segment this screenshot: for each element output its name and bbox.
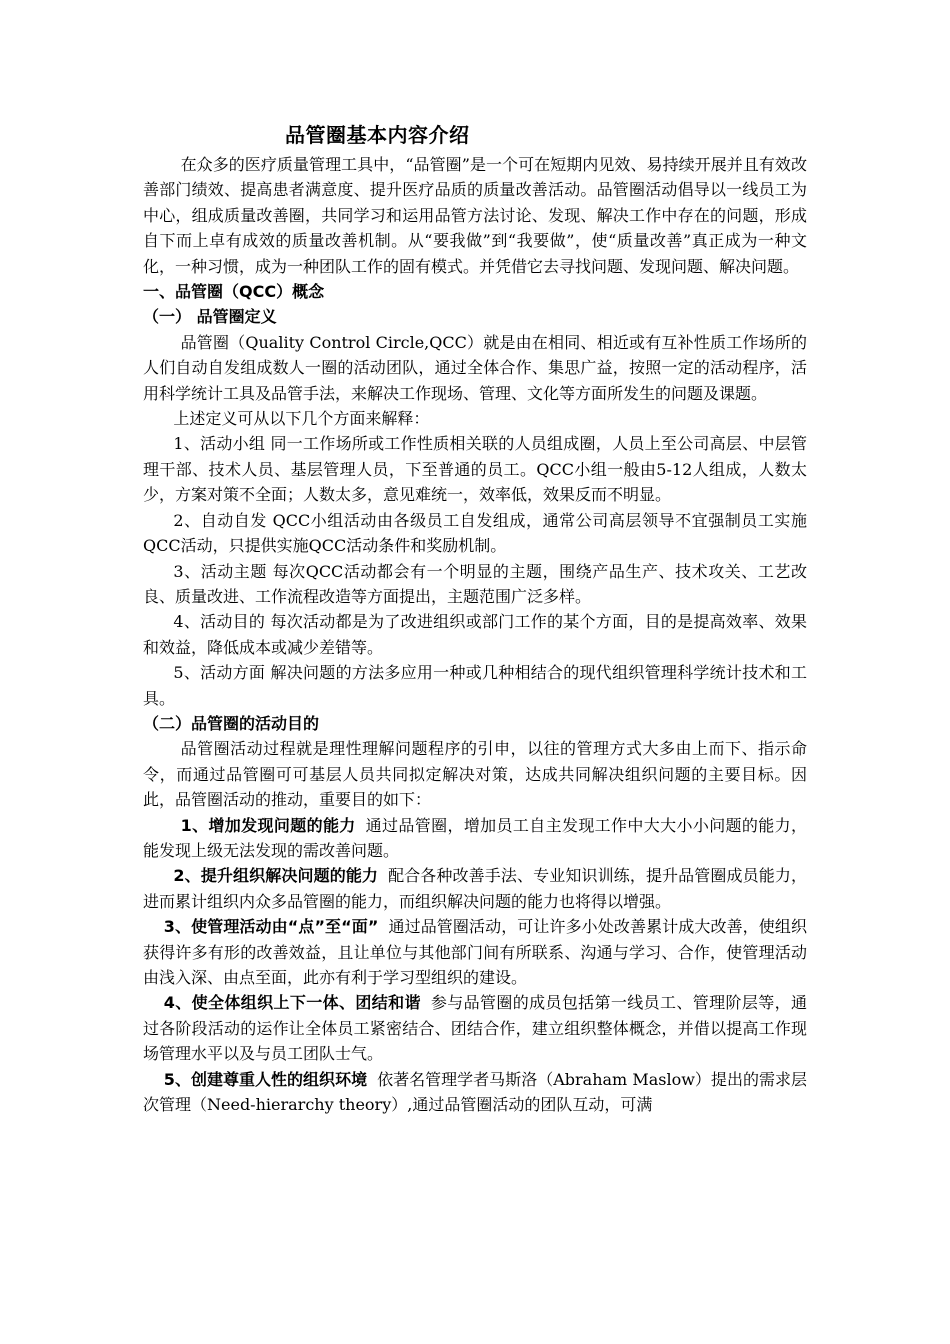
subsection-heading-purpose: （二）品管圈的活动目的 (143, 713, 320, 733)
goal-lead-4: 4、使全体组织上下一体、团结和谐 (163, 993, 421, 1013)
goal-item-1 (143, 813, 807, 864)
document-body (143, 118, 807, 1117)
goal-text-2: 配合各种改善手法、专业知识训练，提升品管圈成员能力，进而累计组织内众多品管圈的能力，而组织解决问题的能力也将得以增强。 (143, 866, 807, 911)
goal-text-5: 依著名管理学者马斯洛（Abraham Maslow）提出的需求层次管理（Need-hierarchy theory）,通过品管圈活动的团队互动，可满 (143, 1069, 807, 1115)
goal-item-3 (143, 914, 807, 990)
goal-text-4: 参与品管圈的成员包括第一线员工、管理阶层等，通过各阶段活动的运作让全体员工紧密结合、团结合作，建立组织整体概念，并借以提高工作现场管理水平以及与员工团队士气。 (143, 993, 807, 1064)
concept-item-3: 3、活动主题 每次QCC活动都会有一个明显的主题，围绕产品生产、技术攻关、工艺改良、质量改进、工作流程改造等方面提出，主题范围广泛多样。 (143, 561, 807, 606)
goal-item-5 (143, 1067, 807, 1118)
goal-lead-1: 1、增加发现问题的能力 (180, 815, 356, 835)
explain-intro-paragraph: 上述定义可从以下几个方面来解释： (173, 409, 430, 429)
intro-paragraph: 在众多的医疗质量管理工具中，“品管圈”是一个可在短期内见效、易持续开展并且有效改善部门绩效、提高患者满意度、提升医疗品质的质量改善活动。品管圈活动倡导以一线员工为中心，组成质量改善圈，共同学习和运用品管方法讨论、发现、解决工作中存在的问题，形成自下而上卓有成效的质量改善机制。从“要我做”到“我要做”，使“质量改善”真正成为一种文化，一种习惯，成为一种团队工作的固有模式。并凭借它去寻找问题、发现问题、解决问题。 (143, 155, 807, 276)
document-title: 品管圈基本内容介绍 (285, 123, 470, 147)
concept-item-1: 1、活动小组 同一工作场所或工作性质相关联的人员组成圈，人员上至公司高层、中层管理干部、技术人员、基层管理人员，下至普通的员工。QCC小组一般由5-12人组成，人数太少，方案对策不全面；人数太多，意见难统一，效率低，效果反而不明显。 (143, 434, 807, 505)
section-heading-concept: 一、品管圈（QCC）概念 (143, 282, 325, 302)
concept-item-4: 4、活动目的 每次活动都是为了改进组织或部门工作的某个方面，目的是提高效率、效果和效益，降低成本或减少差错等。 (143, 612, 807, 657)
concept-item-5: 5、活动方面 解决问题的方法多应用一种或几种相结合的现代组织管理科学统计技术和工具。 (143, 663, 807, 708)
definition-paragraph: 品管圈（Quality Control Circle,QCC）就是由在相同、相近或有互补性质工作场所的人们自动自发组成数人一圈的活动团队，通过全体合作、集思广益，按照一定的活动程序，活用科学统计工具及品管手法，来解决工作现场、管理、文化等方面所发生的问题及课题。 (143, 332, 807, 403)
goal-item-2 (143, 863, 807, 914)
goal-lead-5: 5、创建尊重人性的组织环境 (163, 1069, 368, 1089)
purpose-intro-paragraph: 品管圈活动过程就是理性理解问题程序的引申，以往的管理方式大多由上而下、指示命令，而通过品管圈可可基层人员共同拟定解决对策，达成共同解决组织问题的主要目标。因此，品管圈活动的推动，重要目的如下： (143, 739, 807, 810)
goal-text-1: 通过品管圈，增加员工自主发现工作中大大小小问题的能力，能发现上级无法发现的需改善问题。 (143, 815, 807, 860)
goal-item-4 (143, 990, 807, 1066)
goal-lead-2: 2、提升组织解决问题的能力 (173, 866, 379, 886)
subsection-heading-definition: （一） 品管圈定义 (143, 307, 277, 327)
concept-item-2: 2、自动自发 QCC小组活动由各级员工自发组成，通常公司高层领导不宜强制员工实施QCC活动，只提供实施QCC活动条件和奖励机制。 (143, 510, 807, 556)
goal-text-3: 通过品管圈活动，可让许多小处改善累计成大改善，使组织获得许多有形的改善效益，且让单位与其他部门间有所联系、沟通与学习、合作，使管理活动由浅入深、由点至面，此亦有利于学习型组织的建设。 (143, 917, 807, 987)
goal-lead-3: 3、使管理活动由“点”至“面” (163, 917, 379, 937)
